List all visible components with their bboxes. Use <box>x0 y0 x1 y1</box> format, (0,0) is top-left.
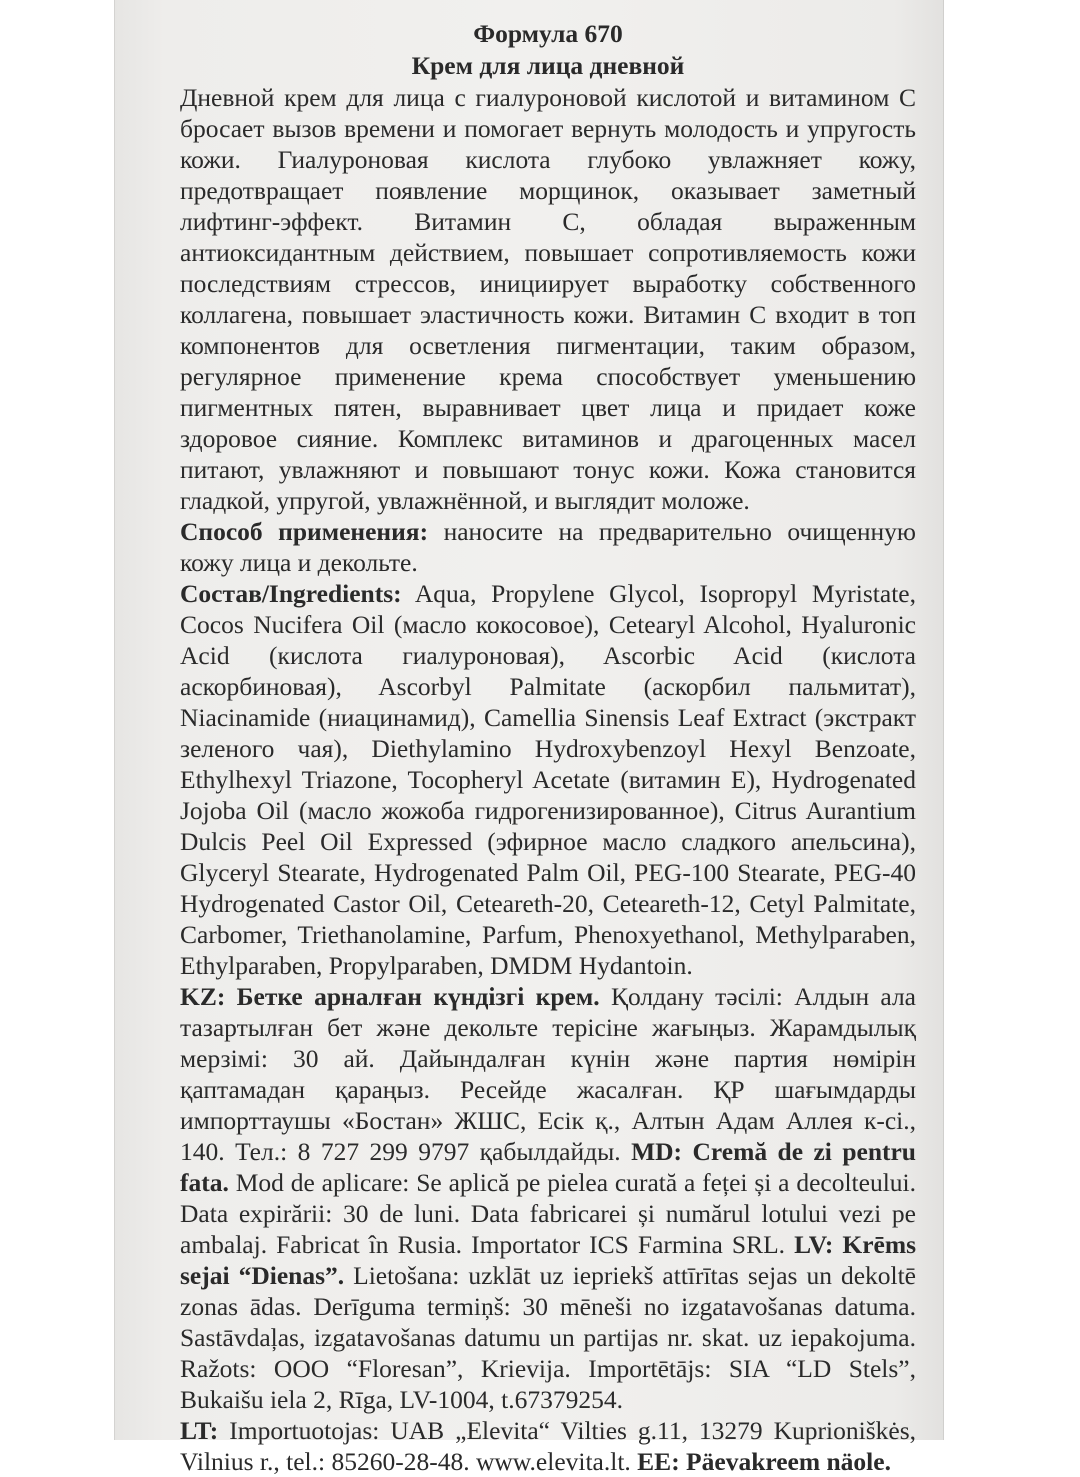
description-paragraph: Дневной крем для лица с гиалуроновой кислотой и витамином С бросает вызов времени и помогает вернуть молодость и упругость кожи. Гиалуроновая кислота глубоко увлажняет кожу, предотвращает появление морщинок, оказывает заметный лифтинг-эффект. Витамин С, обладая выраженным антиоксидантным действием, повышает сопротивляемость кожи последствиям стрессов, инициирует выработку собственного коллагена, повышает эластичность кожи. Витамин С входит в топ компонентов для осветления пигментации, таким образом, регулярное применение крема способствует уменьшению пигментных пятен, выравнивает цвет лица и придает коже здоровое сияние. Комплекс витаминов и драгоценных масел питают, увлажняют и повышают тонус кожи. Кожа становится гладкой, упругой, увлажнённой, и выглядит моложе. <box>180 83 916 515</box>
lv-text: Lietošana: uzklāt uz iepriekš attīrītas sejas un dekoltē zonas ādas. Derīguma termiņš: 30 mēneši no izgatavošanas datuma. Sastāvdaļas, izgatavošanas datumu un partijas nr. skat. uz iepakojuma. Ražots: OOO “Floresan”, Krievija. Importētājs: SIA “LD Stels”, Bukaišu iela 2, Rīga, LV-1004, t.67379254. <box>180 1261 916 1414</box>
background-left <box>0 0 114 1440</box>
lt-ee-paragraph <box>180 1415 916 1477</box>
usage-text: наносите на предварительно очищенную кожу лица и декольте. <box>180 517 916 577</box>
usage-label: Способ применения: <box>180 517 429 546</box>
label-text-block <box>180 18 916 1477</box>
lt-text: Importuotojas: UAB „Elevita“ Vilties g.11, 13279 Kuprioniškės, Vilnius r., tel.: 85260-28-48. www.elevita.lt. <box>180 1416 916 1476</box>
kz-text: Қолдану тәсілі: Алдын ала тазартылған бет және декольте терісіне жағыңыз. Жарамдылық мерзімі: 30 ай. Дайындалған күнін және партия нөмірін қаптамадан қараңыз. Ресейде жасалған. ҚР шағымдарды импорттаушы «Бостан» ЖШС, Есік қ., Алтын Адам Аллея к-сі., 140. Тел.: 8 727 299 9797 қабылдайды. <box>180 982 917 1166</box>
lt-label: LT: <box>180 1416 219 1445</box>
kz-label: KZ: Бетке арналған күндізгі крем. <box>180 982 600 1011</box>
formula-title: Формула 670 <box>473 19 623 48</box>
ingredients-text: Aqua, Propylene Glycol, Isopropyl Myristate, Cocos Nucifera Oil (масло кокосовое), Cetearyl Alcohol, Hyaluronic Acid (кислота гиалуроновая), Ascorbic Acid (кислота аскорбиновая), Ascorbyl Palmitate (аскорбил пальмитат), Niacinamide (ниацинамид), Camellia Sinensis Leaf Extract (экстракт зеленого чая), Diethylamino Hydroxybenzoyl Hexyl Benzoate, Ethylhexyl Triazone, Tocopheryl Acetate (витамин Е), Hydrogenated Jojoba Oil (масло жожоба гидрогенизированное), Citrus Aurantium Dulcis Peel Oil Expressed (эфирное масло сладкого апельсина), Glyceryl Stearate, Hydrogenated Palm Oil, PEG-100 Stearate, PEG-40 Hydrogenated Castor Oil, Ceteareth-20, Ceteareth-12, Cetyl Palmitate, Carbomer, Triethanolamine, Parfum, Phenoxyethanol, Methylparaben, Ethylparaben, Propylparaben, DMDM Hydantoin. <box>180 579 916 980</box>
usage-paragraph <box>180 516 916 578</box>
ee-label: EE: Päevakreem näole. <box>630 1447 891 1476</box>
background-right <box>944 0 1080 1440</box>
md-label: MD: Cremă de zi pentru fata. <box>180 1137 916 1197</box>
md-text: Mod de aplicare: Se aplică pe pielea curată a feței și a decolteului. Data expirării: 30 de luni. Data fabricarei și numărul lotului vezi pe ambalaj. Fabricat în Rusia. Importator ICS Farmina SRL. <box>180 1168 916 1259</box>
lv-label: LV: Krēms sejai “Dienas”. <box>180 1230 916 1290</box>
ingredients-paragraph <box>180 578 916 981</box>
ingredients-label: Состав/Ingredients: <box>180 579 402 608</box>
multilang-paragraph <box>180 981 916 1415</box>
product-title: Крем для лица дневной <box>411 51 685 80</box>
